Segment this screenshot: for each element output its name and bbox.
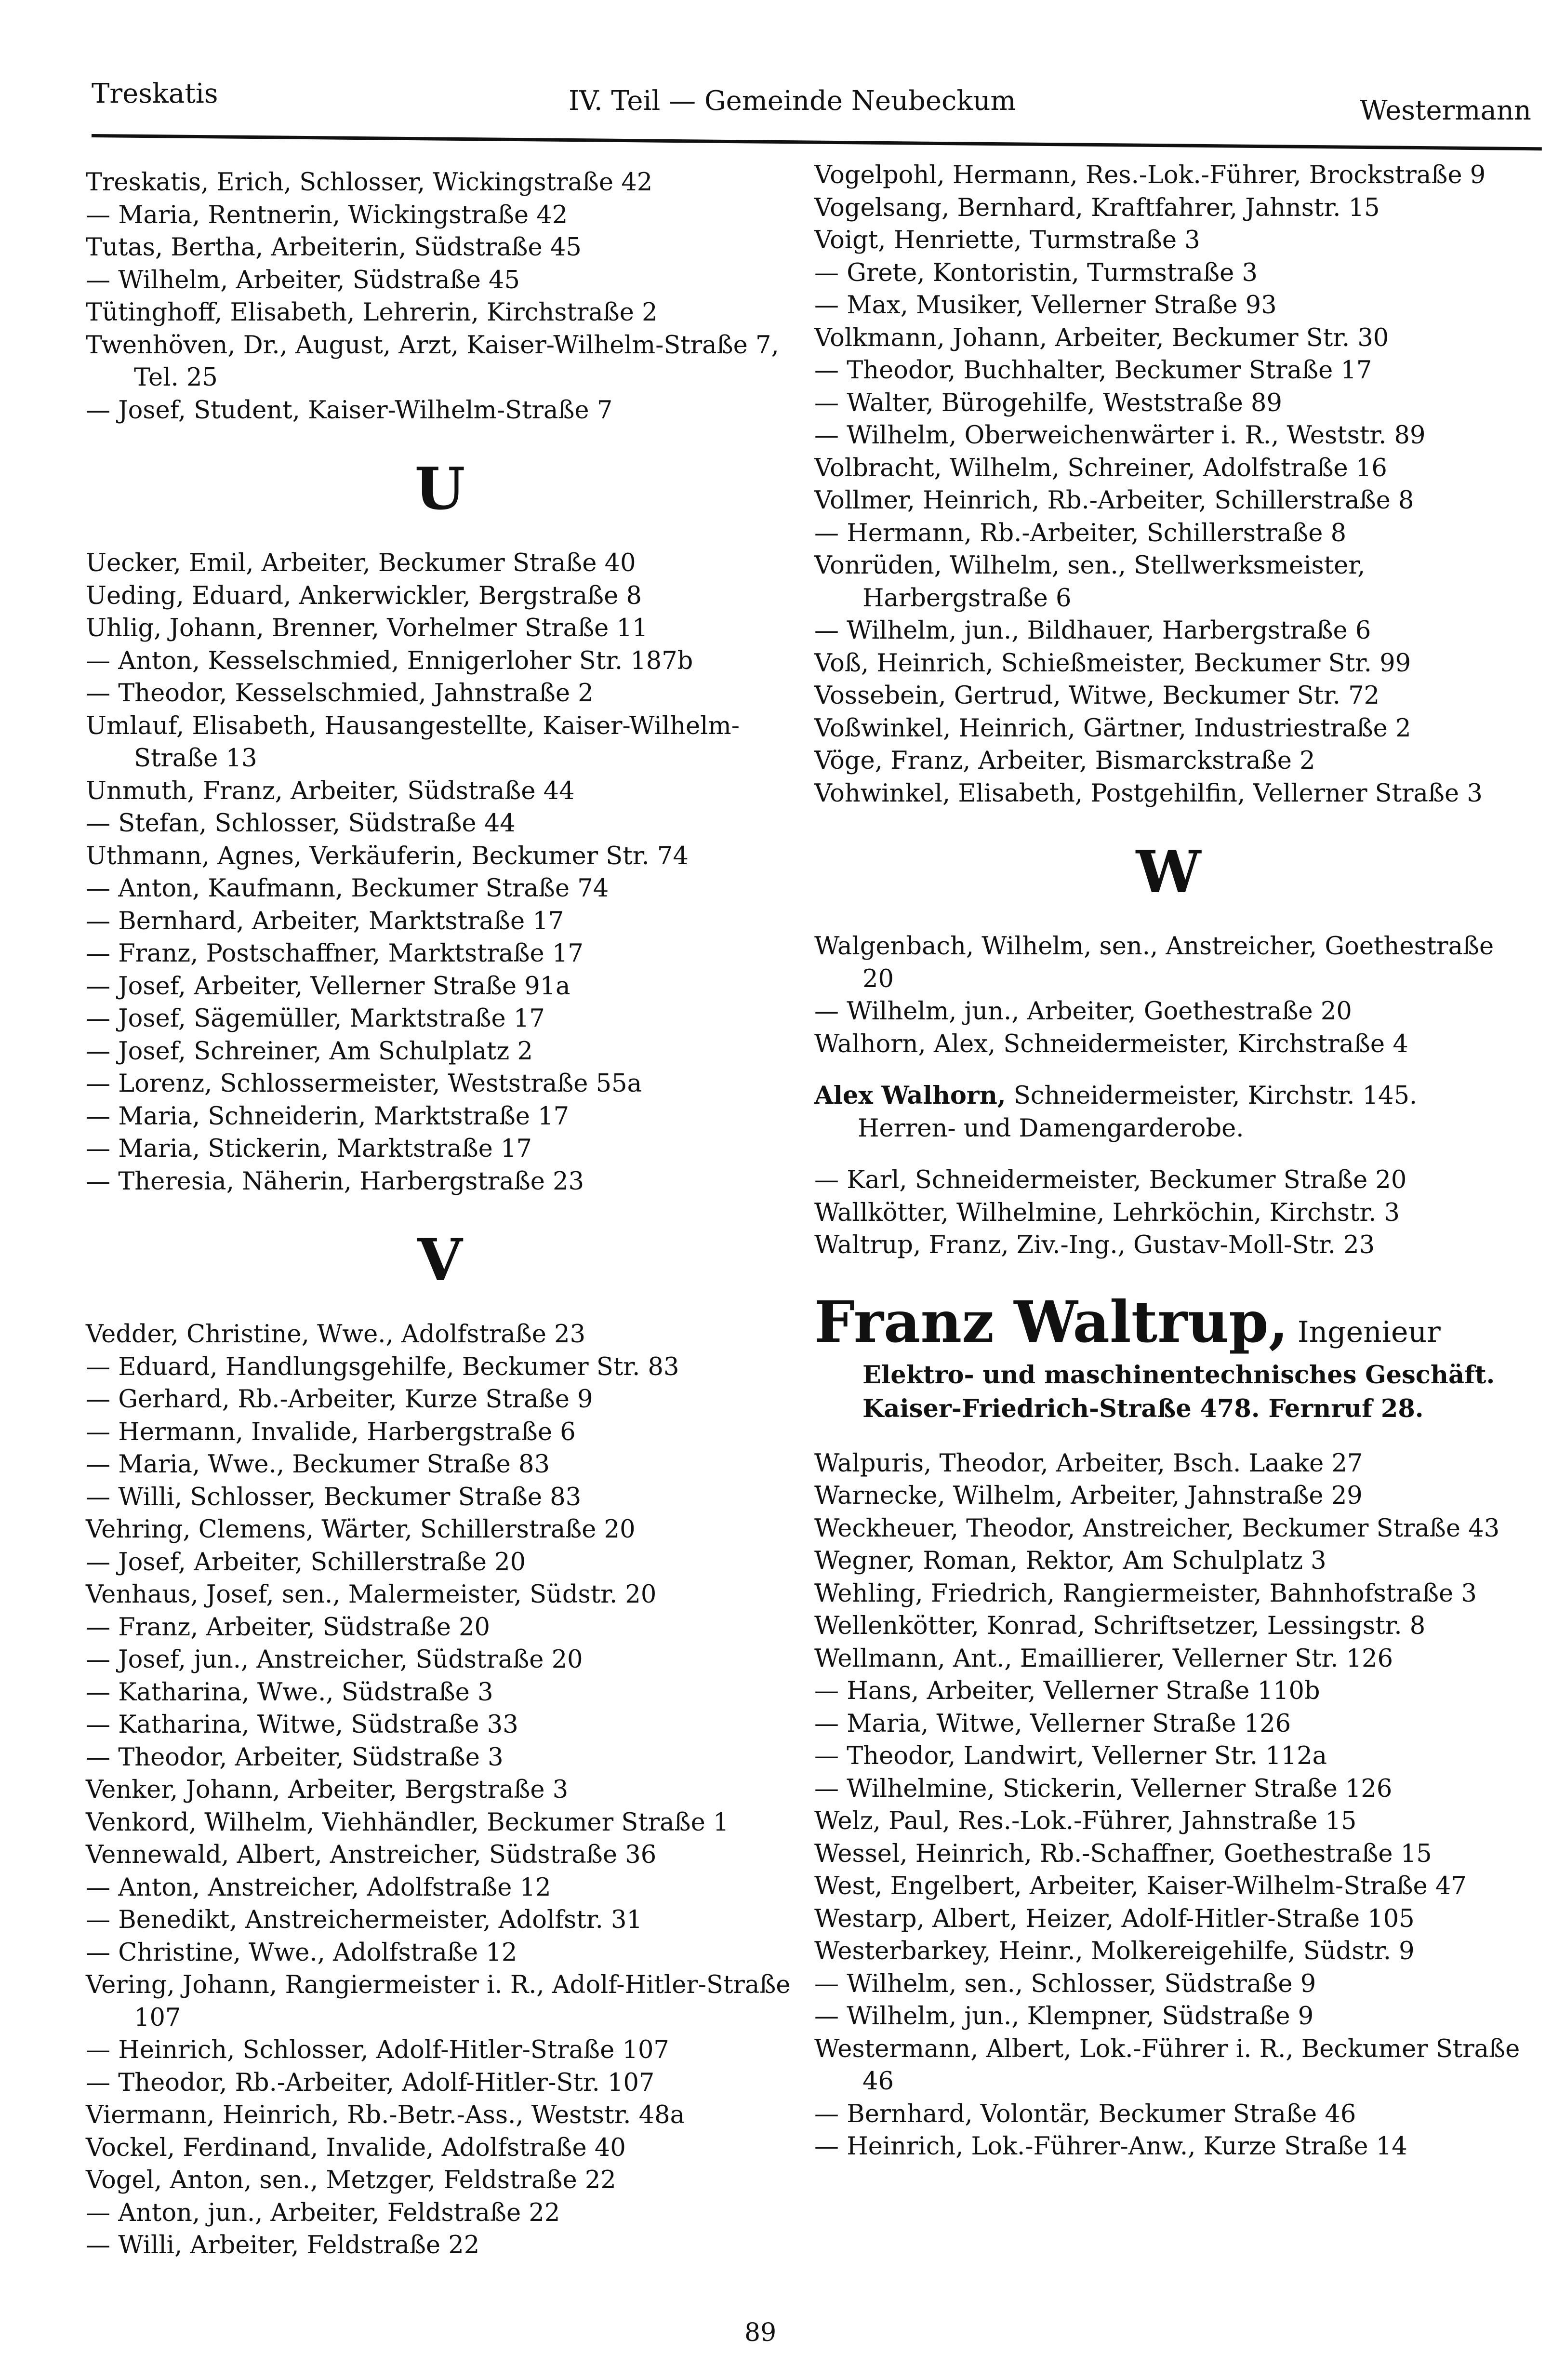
directory-entry: Walhorn, Alex, Schneidermeister, Kirchstraße 4 — [814, 1030, 1408, 1058]
directory-sub-entry: — Maria, Witwe, Vellerner Straße 126 — [814, 1708, 1523, 1740]
ad-address: Kaiser-Friedrich-Straße 478. Fernruf 28. — [862, 1394, 1424, 1423]
directory-sub-entry: — Josef, Arbeiter, Schillerstraße 20 — [86, 1546, 794, 1579]
directory-sub-entry: — Walter, Bürogehilfe, Weststraße 89 — [814, 387, 1523, 420]
directory-entry: Uecker, Emil, Arbeiter, Beckumer Straße 40 — [86, 549, 636, 577]
directory-entry: Wellmann, Ant., Emaillierer, Vellerner Str. 126 — [814, 1644, 1393, 1673]
directory-entry: Wessel, Heinrich, Rb.-Schaffner, Goethestraße 15 — [814, 1839, 1432, 1868]
directory-sub-entry: — Gerhard, Rb.-Arbeiter, Kurze Straße 9 — [86, 1383, 794, 1416]
left-column — [86, 166, 794, 2262]
directory-sub-entry: — Theodor, Landwirt, Vellerner Str. 112a — [814, 1740, 1523, 1773]
directory-entry: Wehling, Friedrich, Rangiermeister, Bahnhofstraße 3 — [814, 1579, 1477, 1608]
directory-sub-entry: — Wilhelm, jun., Bildhauer, Harbergstraße 6 — [814, 615, 1523, 647]
directory-entry: Westerbarkey, Heinr., Molkereigehilfe, Südstr. 9 — [814, 1937, 1415, 1966]
directory-entry: Vöge, Franz, Arbeiter, Bismarckstraße 2 — [814, 747, 1315, 775]
directory-sub-entry: — Wilhelm, jun., Arbeiter, Goethestraße 20 — [814, 995, 1523, 1028]
display-advertisement — [814, 1286, 1523, 1426]
directory-sub-entry: — Franz, Postschaffner, Marktstraße 17 — [86, 937, 794, 970]
directory-sub-entry: — Josef, jun., Anstreicher, Südstraße 20 — [86, 1644, 794, 1676]
directory-sub-entry: — Max, Musiker, Vellerner Straße 93 — [814, 289, 1523, 322]
directory-sub-entry: — Wilhelm, Arbeiter, Südstraße 45 — [86, 264, 794, 297]
ad-tagline: Herren- und Damengarderobe. — [858, 1114, 1244, 1143]
directory-entry: Westarp, Albert, Heizer, Adolf-Hitler-Straße 105 — [814, 1904, 1415, 1933]
directory-sub-entry: — Grete, Kontoristin, Turmstraße 3 — [814, 257, 1523, 290]
directory-sub-entry: — Maria, Stickerin, Marktstraße 17 — [86, 1133, 794, 1165]
directory-sub-entry: — Willi, Arbeiter, Feldstraße 22 — [86, 2229, 794, 2262]
right-column — [814, 159, 1523, 2163]
directory-entry: Vennewald, Albert, Anstreicher, Südstraße 36 — [86, 1841, 657, 1869]
section-letter-heading: W — [1136, 838, 1201, 906]
directory-entry: Viermann, Heinrich, Rb.-Betr.-Ass., Weststr. 48a — [86, 2101, 685, 2129]
directory-entry: Wegner, Roman, Rektor, Am Schulplatz 3 — [814, 1547, 1326, 1575]
directory-sub-entry: — Theodor, Buchhalter, Beckumer Straße 17 — [814, 354, 1523, 387]
section-letter-heading: U — [414, 455, 465, 523]
directory-sub-entry: — Christine, Wwe., Adolfstraße 12 — [86, 1937, 794, 1969]
advertisement — [814, 1080, 1523, 1145]
directory-entry: Vedder, Christine, Wwe., Adolfstraße 23 — [86, 1320, 586, 1349]
directory-sub-entry: — Wilhelm, sen., Schlosser, Südstraße 9 — [814, 1968, 1523, 2001]
directory-sub-entry: — Stefan, Schlosser, Südstraße 44 — [86, 807, 794, 840]
directory-entry: Walpuris, Theodor, Arbeiter, Bsch. Laake 27 — [814, 1449, 1363, 1478]
directory-entry: Vogelsang, Bernhard, Kraftfahrer, Jahnstr. 15 — [814, 193, 1380, 222]
directory-entry: Vogel, Anton, sen., Metzger, Feldstraße 22 — [86, 2166, 616, 2194]
directory-entry: Voigt, Henriette, Turmstraße 3 — [814, 226, 1200, 254]
ad-profession: Ingenieur — [1288, 1315, 1441, 1349]
directory-sub-entry: — Eduard, Handlungsgehilfe, Beckumer Str. 83 — [86, 1351, 794, 1384]
directory-entry: Venker, Johann, Arbeiter, Bergstraße 3 — [86, 1776, 569, 1804]
directory-entry: Tutas, Bertha, Arbeiterin, Südstraße 45 — [86, 233, 582, 262]
directory-sub-entry: — Hermann, Invalide, Harbergstraße 6 — [86, 1416, 794, 1449]
directory-entry: Weckheuer, Theodor, Anstreicher, Beckumer Straße 43 — [814, 1514, 1500, 1543]
ad-line — [814, 1080, 1523, 1112]
directory-sub-entry: — Franz, Arbeiter, Südstraße 20 — [86, 1611, 794, 1644]
directory-entry: Volkmann, Johann, Arbeiter, Beckumer Str. 30 — [814, 323, 1389, 352]
directory-entry: Voßwinkel, Heinrich, Gärtner, Industriestraße 2 — [814, 714, 1411, 743]
directory-sub-entry: — Bernhard, Volontär, Beckumer Straße 46 — [814, 2098, 1523, 2131]
section-letter-heading: V — [417, 1226, 463, 1294]
directory-sub-entry: — Heinrich, Schlosser, Adolf-Hitler-Straße 107 — [86, 2034, 794, 2067]
directory-sub-entry: — Katharina, Witwe, Südstraße 33 — [86, 1709, 794, 1741]
directory-entry: Welz, Paul, Res.-Lok.-Führer, Jahnstraße 15 — [814, 1807, 1357, 1835]
directory-entry: Uthmann, Agnes, Verkäuferin, Beckumer Str. 74 — [86, 842, 689, 870]
directory-entry: Voß, Heinrich, Schießmeister, Beckumer Str. 99 — [814, 649, 1411, 678]
directory-sub-entry: — Theodor, Kesselschmied, Jahnstraße 2 — [86, 677, 794, 710]
directory-entry: Vossebein, Gertrud, Witwe, Beckumer Str. 72 — [814, 682, 1380, 710]
directory-sub-entry: — Anton, Kesselschmied, Ennigerloher Str. 187b — [86, 645, 794, 678]
ad-business-name: Franz Waltrup, — [814, 1288, 1288, 1355]
directory-sub-entry: — Wilhelm, Oberweichenwärter i. R., Weststr. 89 — [814, 419, 1523, 452]
directory-entry: Vogelpohl, Hermann, Res.-Lok.-Führer, Brockstraße 9 — [814, 161, 1486, 189]
directory-sub-entry: — Wilhelm, jun., Klempner, Südstraße 9 — [814, 2000, 1523, 2033]
directory-sub-entry: — Bernhard, Arbeiter, Marktstraße 17 — [86, 905, 794, 938]
ad-details: Schneidermeister, Kirchstr. 145. — [1006, 1082, 1418, 1110]
directory-sub-entry: — Anton, Kaufmann, Beckumer Straße 74 — [86, 872, 794, 905]
directory-entry: Volbracht, Wilhelm, Schreiner, Adolfstraße 16 — [814, 454, 1387, 482]
directory-entry: Umlauf, Elisabeth, Hausangestellte, Kaiser-Wilhelm-Straße 13 — [86, 711, 740, 773]
directory-entry: Vering, Johann, Rangiermeister i. R., Adolf-Hitler-Straße 107 — [86, 1971, 791, 2032]
directory-entry: Wellenkötter, Konrad, Schriftsetzer, Lessingstr. 8 — [814, 1612, 1426, 1640]
directory-sub-entry: — Hermann, Rb.-Arbeiter, Schillerstraße 8 — [814, 517, 1523, 550]
directory-sub-entry: — Theodor, Rb.-Arbeiter, Adolf-Hitler-Str. 107 — [86, 2067, 794, 2099]
directory-entry: Vehring, Clemens, Wärter, Schillerstraße 20 — [86, 1515, 636, 1544]
directory-entry: Waltrup, Franz, Ziv.-Ing., Gustav-Moll-Str. 23 — [814, 1231, 1375, 1259]
directory-sub-entry: — Hans, Arbeiter, Vellerner Straße 110b — [814, 1675, 1523, 1708]
directory-sub-entry: — Theresia, Näherin, Harbergstraße 23 — [86, 1165, 794, 1198]
directory-sub-entry: — Anton, Anstreicher, Adolfstraße 12 — [86, 1872, 794, 1904]
directory-sub-entry: — Willi, Schlosser, Beckumer Straße 83 — [86, 1481, 794, 1514]
directory-entry: Venkord, Wilhelm, Viehhändler, Beckumer Straße 1 — [86, 1808, 729, 1837]
running-head-center: IV. Teil — Gemeinde Neubeckum — [569, 85, 1016, 117]
directory-sub-entry: — Maria, Schneiderin, Marktstraße 17 — [86, 1100, 794, 1133]
directory-sub-entry: — Benedikt, Anstreichermeister, Adolfstr. 31 — [86, 1904, 794, 1937]
directory-sub-entry: — Josef, Student, Kaiser-Wilhelm-Straße 7 — [86, 394, 794, 427]
ad-description: Elektro- und maschinentechnisches Geschäft. — [862, 1360, 1495, 1390]
directory-sub-entry: — Josef, Schreiner, Am Schulplatz 2 — [86, 1035, 794, 1068]
directory-entry: Vonrüden, Wilhelm, sen., Stellwerksmeister, Harbergstraße 6 — [814, 551, 1366, 613]
directory-entry: Wallkötter, Wilhelmine, Lehrköchin, Kirchstr. 3 — [814, 1198, 1400, 1227]
directory-sub-entry: — Anton, jun., Arbeiter, Feldstraße 22 — [86, 2197, 794, 2230]
directory-entry: Vohwinkel, Elisabeth, Postgehilfin, Vellerner Straße 3 — [814, 779, 1483, 808]
page-number: 89 — [744, 2318, 777, 2347]
directory-entry: Twenhöven, Dr., August, Arzt, Kaiser-Wilhelm-Straße 7, Tel. 25 — [86, 331, 779, 392]
ad-business-name: Alex Walhorn, — [814, 1081, 1006, 1110]
directory-sub-entry: — Maria, Wwe., Beckumer Straße 83 — [86, 1448, 794, 1481]
directory-entry: Unmuth, Franz, Arbeiter, Südstraße 44 — [86, 776, 575, 805]
header-rule — [92, 134, 1542, 150]
directory-sub-entry: — Theodor, Arbeiter, Südstraße 3 — [86, 1741, 794, 1774]
directory-entry: Treskatis, Erich, Schlosser, Wickingstraße 42 — [86, 168, 653, 197]
directory-entry: Vollmer, Heinrich, Rb.-Arbeiter, Schillerstraße 8 — [814, 486, 1414, 515]
directory-entry: Tütinghoff, Elisabeth, Lehrerin, Kirchstraße 2 — [86, 298, 658, 327]
directory-sub-entry: — Heinrich, Lok.-Führer-Anw., Kurze Straße 14 — [814, 2130, 1523, 2163]
directory-entry: Westermann, Albert, Lok.-Führer i. R., Beckumer Straße 46 — [814, 2034, 1520, 2096]
directory-entry: Warnecke, Wilhelm, Arbeiter, Jahnstraße 29 — [814, 1482, 1363, 1510]
directory-entry: West, Engelbert, Arbeiter, Kaiser-Wilhelm-Straße 47 — [814, 1872, 1467, 1900]
directory-sub-entry: — Josef, Arbeiter, Vellerner Straße 91a — [86, 970, 794, 1003]
running-head-left: Treskatis — [92, 78, 218, 109]
directory-sub-entry: — Wilhelmine, Stickerin, Vellerner Straße 126 — [814, 1773, 1523, 1805]
running-head-right: Westermann — [1360, 95, 1531, 126]
ad-headline — [814, 1286, 1523, 1358]
directory-entry: Walgenbach, Wilhelm, sen., Anstreicher, Goethestraße 20 — [814, 932, 1494, 993]
directory-sub-entry: — Katharina, Wwe., Südstraße 3 — [86, 1676, 794, 1709]
directory-entry: Ueding, Eduard, Ankerwickler, Bergstraße 8 — [86, 581, 642, 610]
directory-sub-entry: — Lorenz, Schlossermeister, Weststraße 55a — [86, 1068, 794, 1100]
directory-entry: Venhaus, Josef, sen., Malermeister, Südstr. 20 — [86, 1580, 657, 1609]
directory-sub-entry: — Maria, Rentnerin, Wickingstraße 42 — [86, 199, 794, 232]
directory-sub-entry: — Josef, Sägemüller, Marktstraße 17 — [86, 1003, 794, 1035]
directory-sub-entry: — Karl, Schneidermeister, Beckumer Straße 20 — [814, 1164, 1523, 1197]
directory-entry: Uhlig, Johann, Brenner, Vorhelmer Straße 11 — [86, 614, 648, 642]
directory-entry: Vockel, Ferdinand, Invalide, Adolfstraße 40 — [86, 2133, 626, 2162]
